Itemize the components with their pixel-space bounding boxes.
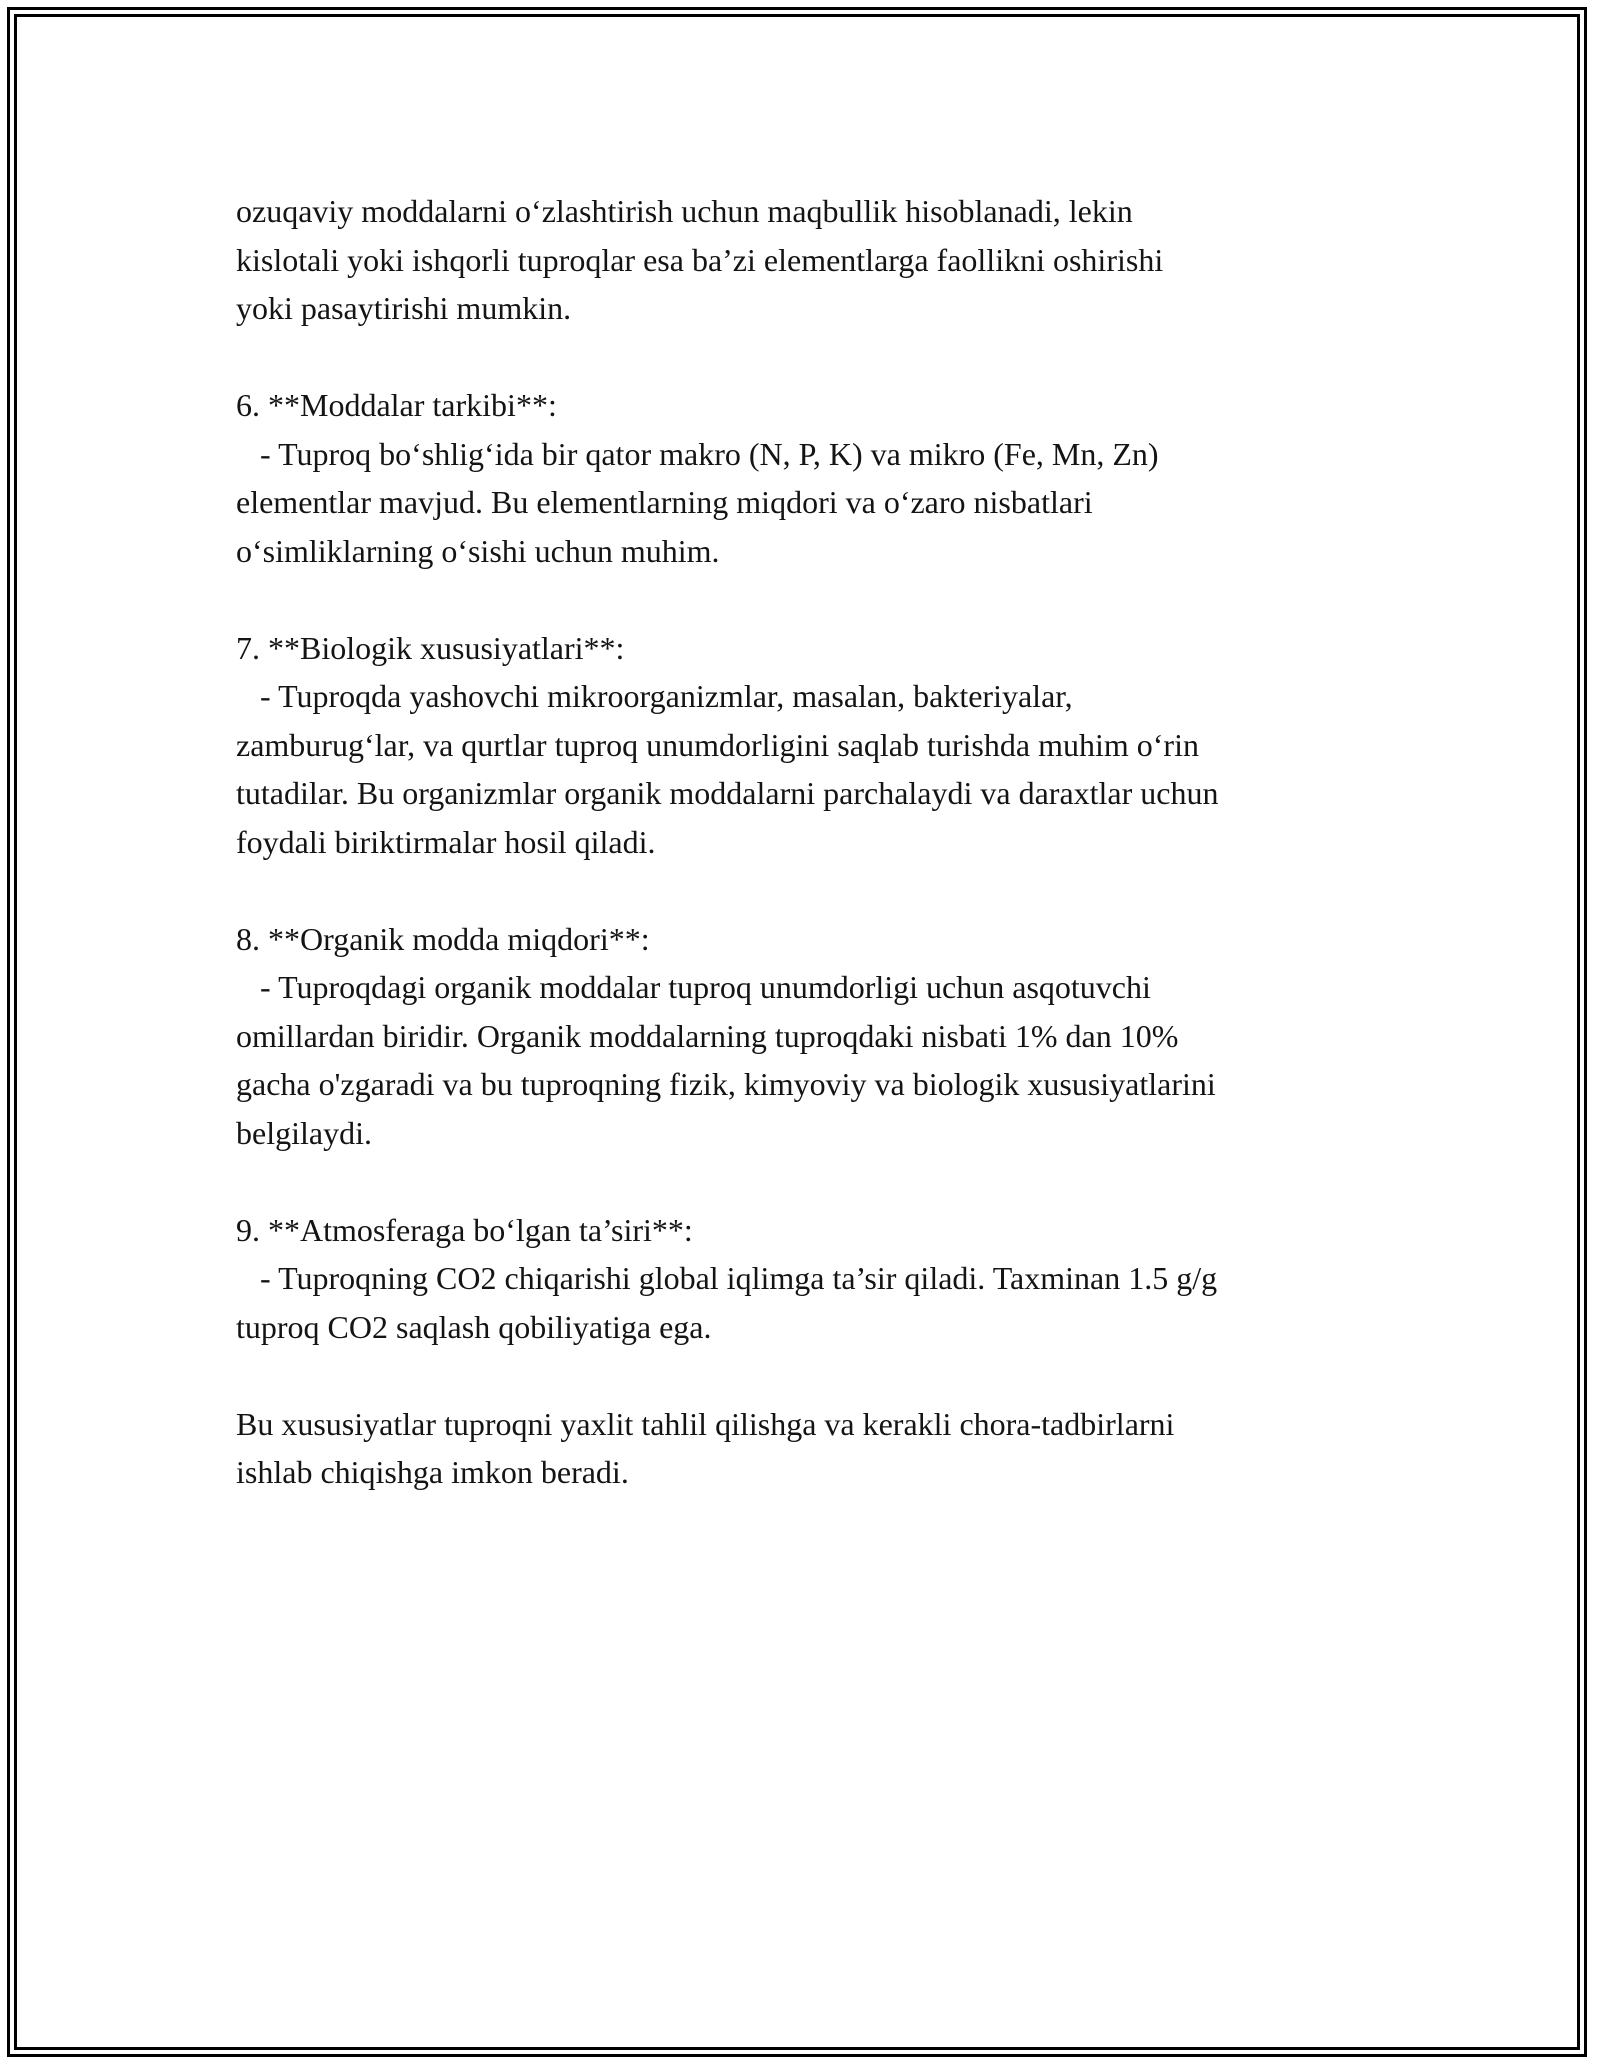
text-line: kislotali yoki ishqorli tuproqlar esa ba’zi elementlarga faollikni oshirishi (236, 241, 1164, 278)
section-atmosferaga-tasiri (236, 1206, 1436, 1352)
paragraph-gap (236, 1351, 1436, 1400)
section-heading: 7. **Biologik xususiyatlari**: (236, 629, 625, 666)
paragraph-intro (236, 187, 1436, 333)
paragraph-gap (236, 1157, 1436, 1206)
text-line: ozuqaviy moddalarni o‘zlashtirish uchun maqbullik hisoblanadi, lekin (236, 193, 1133, 229)
text-line: - Tuproq bo‘shlig‘ida bir qator makro (N, P, K) va mikro (Fe, Mn, Zn) (236, 435, 1159, 472)
text-line: tuproq CO2 saqlash qobiliyatiga ega. (236, 1308, 712, 1345)
text-line: - Tuproqdagi organik moddalar tuproq unumdorligi uchun asqotuvchi (236, 969, 1151, 1005)
text-line: omillardan biridir. Organik moddalarning tuproqdaki nisbati 1% dan 10% (236, 1017, 1179, 1054)
text-line: elementlar mavjud. Bu elementlarning miqdori va o‘zaro nisbatlari (236, 484, 1093, 520)
paragraph-conclusion (236, 1400, 1436, 1497)
text-line: yoki pasaytirishi mumkin. (236, 290, 572, 326)
text-line: - Tuproqning CO2 chiqarishi global iqlimga ta’sir qiladi. Taxminan 1.5 g/g (236, 1260, 1218, 1296)
text-line: belgilaydi. (236, 1114, 372, 1151)
text-line: ishlab chiqishga imkon beradi. (236, 1454, 629, 1490)
section-biologik-xususiyatlari (236, 624, 1436, 867)
text-line: - Tuproqda yashovchi mikroorganizmlar, masalan, bakteriyalar, (236, 678, 1073, 714)
section-heading: 8. **Organik modda miqdori**: (236, 920, 650, 957)
text-line: foydali biriktirmalar hosil qiladi. (236, 823, 656, 860)
text-line: Bu xususiyatlar tuproqni yaxlit tahlil qilishga va kerakli chora-tadbirlarni (236, 1405, 1175, 1442)
text-line: tutadilar. Bu organizmlar organik moddalarni parchalaydi va daraxtlar uchun (236, 775, 1219, 811)
text-line: gacha o'zgaradi va bu tuproqning fizik, kimyoviy va biologik xususiyatlarini (236, 1066, 1216, 1102)
text-line: zamburug‘lar, va qurtlar tuproq unumdorligini saqlab turishda muhim o‘rin (236, 726, 1199, 763)
text-line: o‘simliklarning o‘sishi uchun muhim. (236, 532, 720, 569)
document-body (236, 187, 1436, 1497)
section-heading: 6. **Moddalar tarkibi**: (236, 387, 557, 423)
section-heading: 9. **Atmosferaga bo‘lgan ta’siri**: (236, 1211, 693, 1248)
paragraph-gap (236, 575, 1436, 624)
paragraph-gap (236, 333, 1436, 382)
section-organik-modda-miqdori (236, 915, 1436, 1158)
paragraph-gap (236, 866, 1436, 915)
section-moddalar-tarkibi (236, 381, 1436, 575)
